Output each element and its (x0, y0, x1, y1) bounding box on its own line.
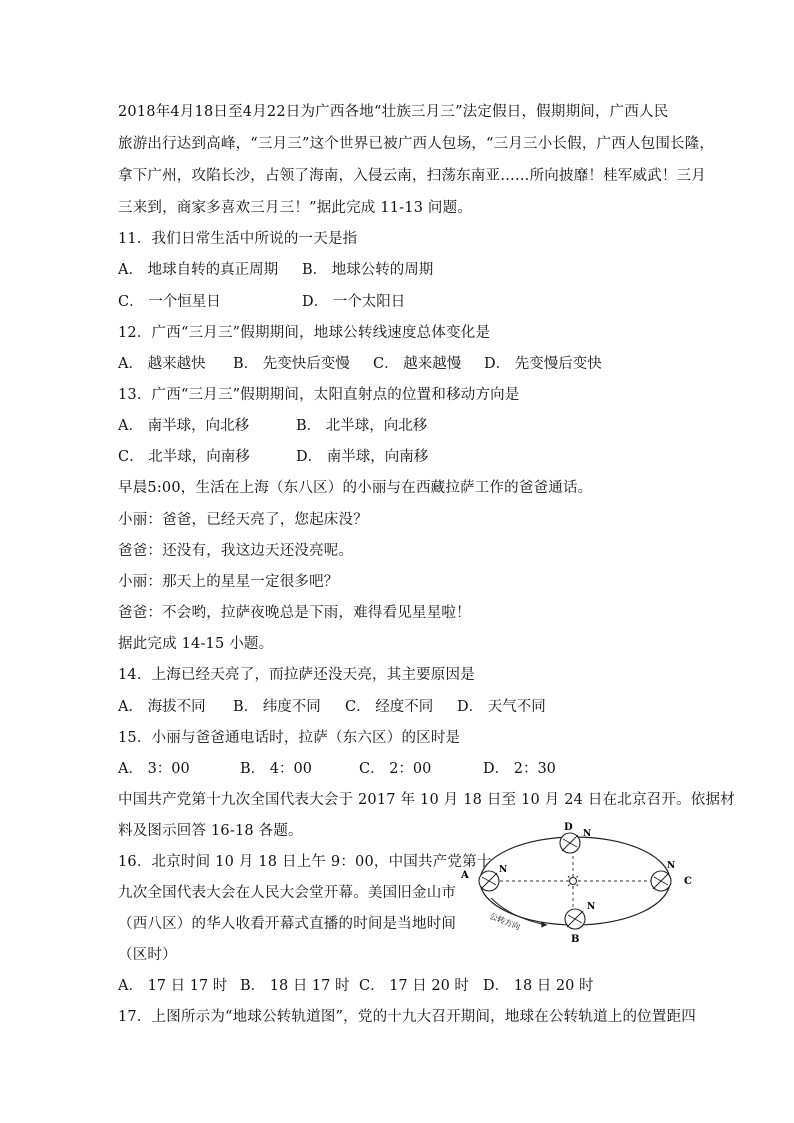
q16-option-a: A． 17 日 17 时 (118, 978, 228, 994)
q13-option-d: D． 南半球，向南移 (296, 449, 429, 465)
q12-option-d: D． 先变慢后变快 (484, 356, 602, 372)
earth-orbit-diagram (455, 818, 700, 948)
earth-position-c (651, 861, 692, 891)
q13-option-a: A． 南半球，向北移 (118, 418, 250, 434)
q14-option-a: A． 海拔不同 (118, 699, 206, 715)
q15-option-b: B． 4：00 (240, 761, 312, 777)
label-b: B (571, 934, 580, 945)
q17-stem: 17．上图所示为“地球公转轨道图”，党的十九大召开期间，地球在公转轨道上的位置距四 (118, 1009, 696, 1025)
label-n-b: N (587, 902, 596, 912)
q16-stem-line-4: （区时） (118, 947, 177, 963)
dialog-line-6: 据此完成 14-15 小题。 (118, 636, 274, 652)
q14-option-d: D． 天气不同 (457, 699, 546, 715)
revolution-direction-label: 公转方向 (488, 911, 522, 932)
q15-stem: 15．小丽与爸爸通电话时，拉萨（东六区）的区时是 (118, 730, 461, 746)
intro1-line-4: 三来到，商家多喜欢三月三！”据此完成 11-13 问题。 (118, 200, 473, 216)
q11-option-d: D． 一个太阳日 (302, 294, 406, 310)
intro1-line-2: 旅游出行达到高峰，“三月三”这个世界已被广西人包场，“三月三小长假，广西人包围长隆， (118, 136, 715, 152)
q14-stem: 14．上海已经天亮了，而拉萨还没天亮，其主要原因是 (118, 667, 475, 683)
label-n-a: N (499, 865, 508, 875)
earth-position-d (560, 822, 591, 853)
label-d: D (564, 822, 573, 833)
dialog-line-3: 爸爸：还没有，我这边天还没亮呢。 (118, 543, 354, 559)
q14-option-c: C． 经度不同 (345, 699, 434, 715)
q11-option-a: A． 地球自转的真正周期 (118, 262, 279, 278)
dialog-line-5: 爸爸：不会哟，拉萨夜晚总是下雨，难得看见星星啦！ (118, 605, 471, 621)
q14-option-b: B． 纬度不同 (233, 699, 321, 715)
q11-option-c: C． 一个恒星日 (118, 294, 221, 310)
dialog-line-1: 早晨5:00，生活在上海（东八区）的小丽与在西藏拉萨工作的爸爸通话。 (118, 480, 593, 496)
intro2-line-2: 料及图示回答 16-18 各题。 (118, 823, 303, 839)
intro1-line-1: 2018年4月18日至4月22日为广西各地“壮族三月三”法定假日，假期期间，广西人民 (118, 104, 669, 120)
q16-option-c: C． 17 日 20 时 (359, 978, 469, 994)
q16-stem-line-1: 16．北京时间 10 月 18 日上午 9：00，中国共产党第十 (118, 854, 492, 870)
q15-option-a: A． 3：00 (118, 761, 190, 777)
q13-option-c: C． 北半球，向南移 (118, 449, 250, 465)
q13-option-b: B． 北半球，向北移 (296, 418, 428, 434)
dialog-line-2: 小丽：爸爸，已经天亮了，您起床没？ (118, 512, 368, 528)
label-a: A (461, 870, 469, 881)
intro2-line-1: 中国共产党第十九次全国代表大会于 2017 年 10 月 18 日至 10 月 24 日在北京召开。依据材 (118, 792, 735, 808)
q12-option-c: C． 越来越慢 (373, 356, 462, 372)
intro1-line-3: 拿下广州，攻陷长沙，占领了海南，入侵云南，扫荡东南亚……所向披靡！桂军威武！三月 (118, 168, 706, 184)
earth-position-b (565, 902, 595, 945)
q16-stem-line-2: 九次全国代表大会在人民大会堂开幕。美国旧金山市 (118, 885, 457, 901)
q12-option-b: B． 先变快后变慢 (233, 356, 350, 372)
dialog-line-4: 小丽：那天上的星星一定很多吧？ (118, 574, 339, 590)
q12-stem: 12．广西“三月三”假期期间，地球公转线速度总体变化是 (118, 325, 491, 341)
q13-stem: 13．广西“三月三”假期期间，太阳直射点的位置和移动方向是 (118, 387, 520, 403)
q15-option-c: C． 2：00 (359, 761, 432, 777)
q11-stem: 11．我们日常生活中所说的一天是指 (118, 231, 358, 247)
q11-option-b: B． 地球公转的周期 (302, 262, 434, 278)
q16-stem-line-3: （西八区）的华人收看开幕式直播的时间是当地时间 (118, 916, 457, 932)
label-n-c: N (667, 861, 676, 871)
q16-option-b: B． 18 日 17 时 (240, 978, 350, 994)
label-n-d: N (583, 829, 592, 839)
q16-option-d: D． 18 日 20 时 (483, 978, 594, 994)
q12-option-a: A． 越来越快 (118, 356, 206, 372)
revolution-direction-arrow (488, 898, 547, 932)
q15-option-d: D． 2：30 (483, 761, 556, 777)
label-c: C (684, 876, 692, 887)
